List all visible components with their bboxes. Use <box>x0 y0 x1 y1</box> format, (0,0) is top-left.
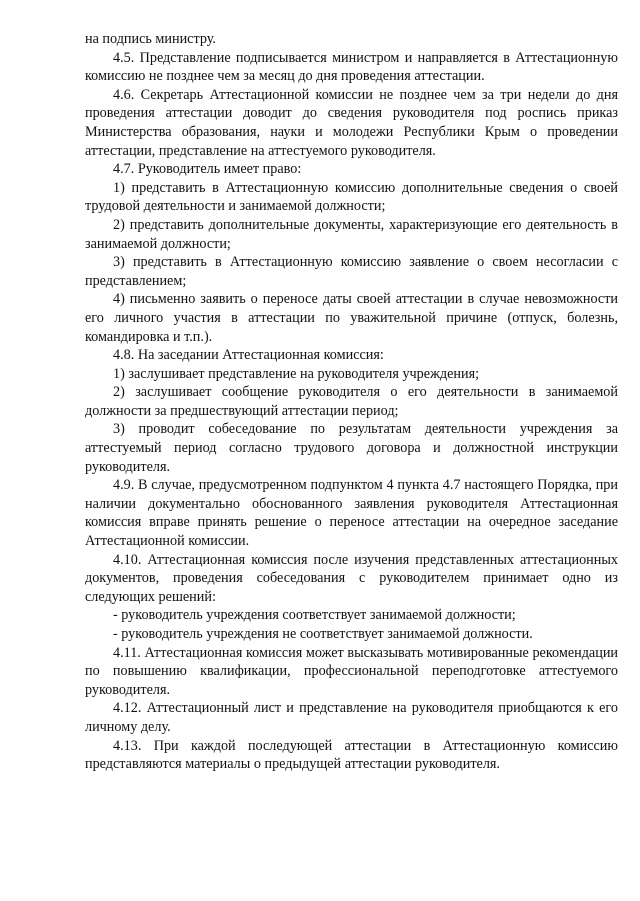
paragraph-4-13: 4.13. При каждой последующей аттестации в Аттестационную комиссию представляются материалы о предыдущей аттестации руководителя. <box>85 737 618 773</box>
paragraph-4-12: 4.12. Аттестационный лист и представление на руководителя приобщаются к его личному делу. <box>85 700 618 735</box>
paragraph-4-7-item-4: 4) письменно заявить о переносе даты своей аттестации в случае невозможности его личного участия в аттестации по уважительной причине (отпуск, болезнь, командировка и т.п.). <box>85 291 618 345</box>
paragraph-4-9: 4.9. В случае, предусмотренном подпунктом 4 пункта 4.7 настоящего Порядка, при наличии документально обоснованного заявления руководителя Аттестационная комиссия вправе принять решение о переносе аттестации на очередное заседание Аттестационной комиссии. <box>85 477 618 550</box>
paragraph-4-7: 4.7. Руководитель имеет право: <box>113 161 302 178</box>
document-page <box>85 30 618 774</box>
paragraph-4-10-option-2: - руководитель учреждения не соответствует занимаемой должности. <box>113 626 533 642</box>
paragraph-continuation: на подпись министру. <box>85 31 216 47</box>
paragraph-4-8-item-3: 3) проводит собеседование по результатам деятельности учреждения за аттестуемый период согласно трудового договора и должностной инструкции руководителя. <box>85 421 618 475</box>
paragraph-4-10-option-1: - руководитель учреждения соответствует занимаемой должности; <box>113 607 516 624</box>
paragraph-4-10: 4.10. Аттестационная комиссия после изучения представленных аттестационных документов, проведения собеседования с руководителем принимает одно из следующих решений: <box>85 551 618 605</box>
paragraph-4-7-item-2: 2) представить дополнительные документы, характеризующие его деятельность в занимаемой должности; <box>85 216 618 252</box>
paragraph-4-7-item-3: 3) представить в Аттестационную комиссию заявление о своем несогласии с представлением; <box>85 254 618 289</box>
paragraph-4-5: 4.5. Представление подписывается министром и направляется в Аттестационную комиссию не позднее чем за месяц до дня проведения аттестации. <box>85 49 618 85</box>
paragraph-4-11: 4.11. Аттестационная комиссия может высказывать мотивированные рекомендации по повышению квалификации, профессиональной переподготовке аттестуемого руководителя. <box>85 644 618 698</box>
paragraph-4-8-item-1: 1) заслушивает представление на руководителя учреждения; <box>113 365 480 382</box>
paragraph-4-7-item-1: 1) представить в Аттестационную комиссию дополнительные сведения о своей трудовой деятельности и занимаемой должности; <box>85 179 618 215</box>
paragraph-4-6: 4.6. Секретарь Аттестационной комиссии не позднее чем за три недели до дня проведения аттестации доводит до сведения руководителя под роспись приказ Министерства образования, науки и молодежи Республики Крым о проведении аттестации, представление на аттестуемого руководителя. <box>85 86 618 159</box>
paragraph-4-8-item-2: 2) заслушивает сообщение руководителя о его деятельности в занимаемой должности за предшествующий аттестации период; <box>85 384 618 419</box>
paragraph-4-8: 4.8. На заседании Аттестационная комиссия: <box>113 347 384 364</box>
